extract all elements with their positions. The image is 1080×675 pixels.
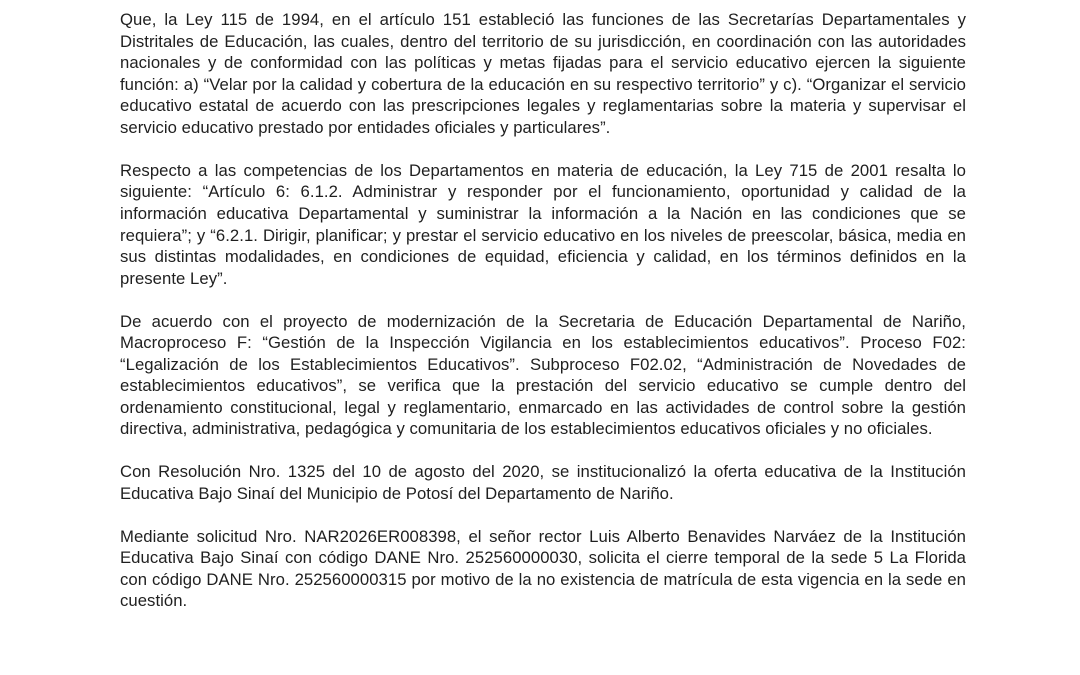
paragraph-resolucion: Con Resolución Nro. 1325 del 10 de agosto del 2020, se institucionalizó la oferta educativa de la Institución Educativa Bajo Sinaí del Municipio de Potosí del Departamento de Nariño. bbox=[120, 462, 966, 503]
paragraph-modernizacion: De acuerdo con el proyecto de modernización de la Secretaria de Educación Departamental de Nariño, Macroproceso F: “Gestión de la Inspección Vigilancia en los establecimientos educativos”. Proceso F02: “Legalización de los Establecimientos Educativos”. Subproceso F02.02, “Administración de Novedades de establecimientos educativos”, se verifica que la prestación del servicio educativo se cumple dentro del ordenamiento constitucional, legal y reglamentario, enmarcado en las actividades de control sobre la gestión directiva, administrativa, pedagógica y comunitaria de los establecimientos educativos oficiales y no oficiales. bbox=[120, 311, 966, 439]
paragraph-ley-715: Respecto a las competencias de los Departamentos en materia de educación, la Ley 715 de 2001 resalta lo siguiente: “Artículo 6: 6.1.2. Administrar y responder por el funcionamiento, oportunidad y calidad de la información educativa Departamental y suministrar la información a la Nación en las condiciones que se requiera”; y “6.2.1. Dirigir, planificar; y prestar el servicio educativo en los niveles de preescolar, básica, media en sus distintas modalidades, en condiciones de equidad, eficiencia y calidad, en los términos definidos en la presente Ley”. bbox=[120, 160, 966, 288]
paragraph-solicitud: Mediante solicitud Nro. NAR2026ER008398, el señor rector Luis Alberto Benavides Narváez de la Institución Educativa Bajo Sinaí con código DANE Nro. 252560000030, solicita el cierre temporal de la sede 5 La Florida con código DANE Nro. 252560000315 por motivo de la no existencia de matrícula de esta vigencia en la sede en cuestión. bbox=[120, 526, 966, 611]
document-body bbox=[120, 9, 966, 633]
paragraph-ley-115: Que, la Ley 115 de 1994, en el artículo 151 estableció las funciones de las Secretarías Departamentales y Distritales de Educación, las cuales, dentro del territorio de su jurisdicción, en coordinación con las autoridades nacionales y de conformidad con las políticas y metas fijadas para el servicio educativo ejercen la siguiente función: a) “Velar por la calidad y cobertura de la educación en su respectivo territorio” y c). “Organizar el servicio educativo estatal de acuerdo con las prescripciones legales y reglamentarias sobre la materia y supervisar el servicio educativo prestado por entidades oficiales y particulares”. bbox=[120, 10, 966, 137]
